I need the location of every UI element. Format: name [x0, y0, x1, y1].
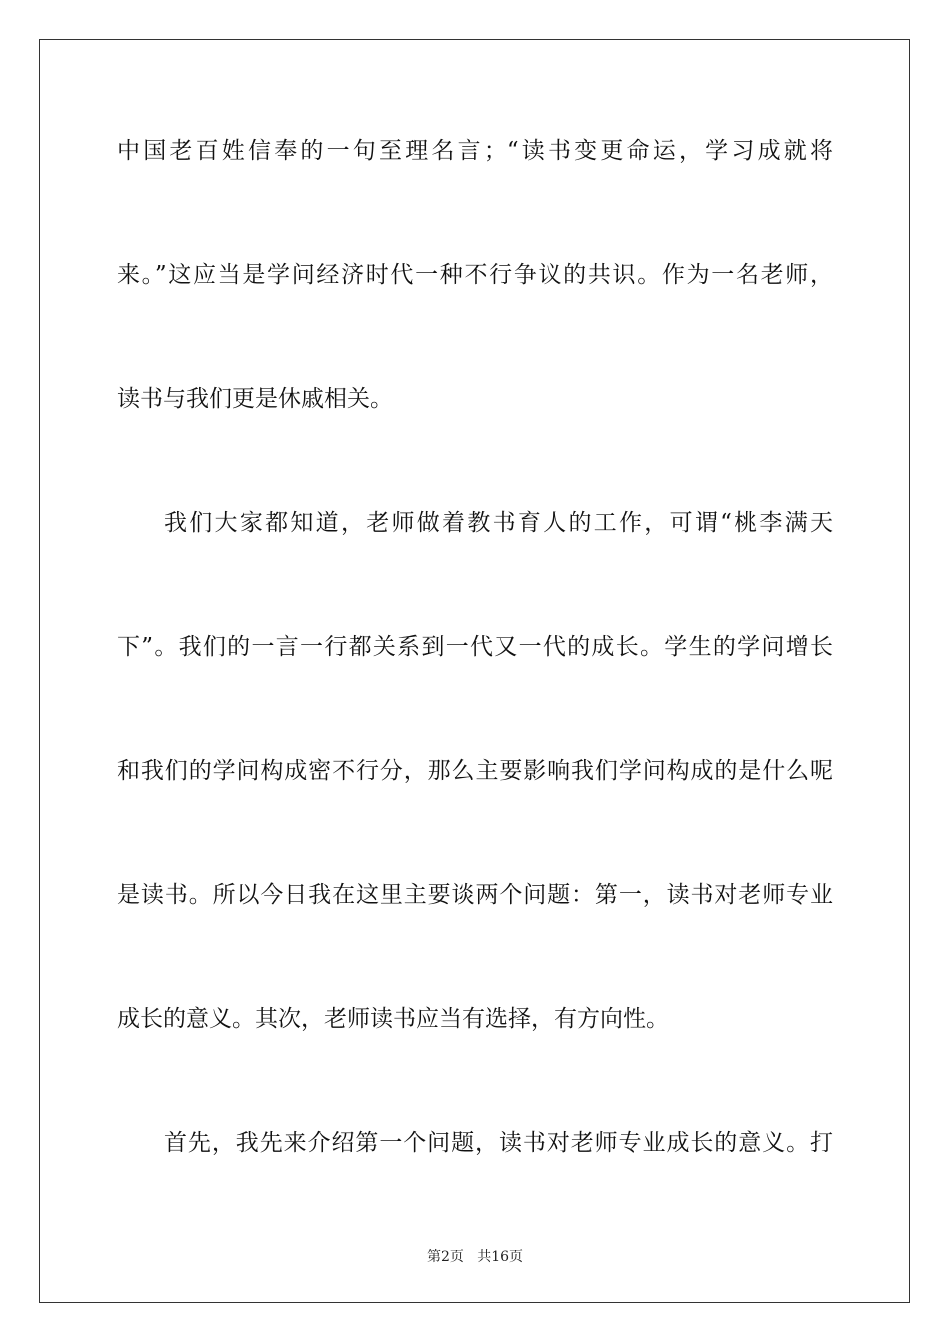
text-line-6: 和我们的学问构成密不行分，那么主要影响我们学问构成的是什么呢	[117, 758, 833, 784]
text-line-8: 成长的意义。其次，老师读书应当有选择，有方向性。	[117, 1006, 669, 1032]
text-line-7: 是读书。所以今日我在这里主要谈两个问题：第一，读书对老师专业	[117, 882, 833, 908]
text-line-1: 中国老百姓信奉的一句至理名言；“读书变更命运，学习成就将	[117, 138, 833, 164]
page-border	[39, 39, 910, 1303]
text-line-3: 读书与我们更是休戚相关。	[117, 386, 393, 412]
text-line-4: 我们大家都知道，老师做着教书育人的工作，可谓“桃李满天	[164, 510, 833, 536]
text-line-5: 下”。我们的一言一行都关系到一代又一代的成长。学生的学问增长	[117, 634, 833, 660]
text-line-2: 来。”这应当是学问经济时代一种不行争议的共识。作为一名老师，	[117, 262, 833, 288]
page-number-footer: 第2页 共16页	[426, 1249, 524, 1265]
text-line-9: 首先，我先来介绍第一个问题，读书对老师专业成长的意义。打	[164, 1130, 833, 1156]
